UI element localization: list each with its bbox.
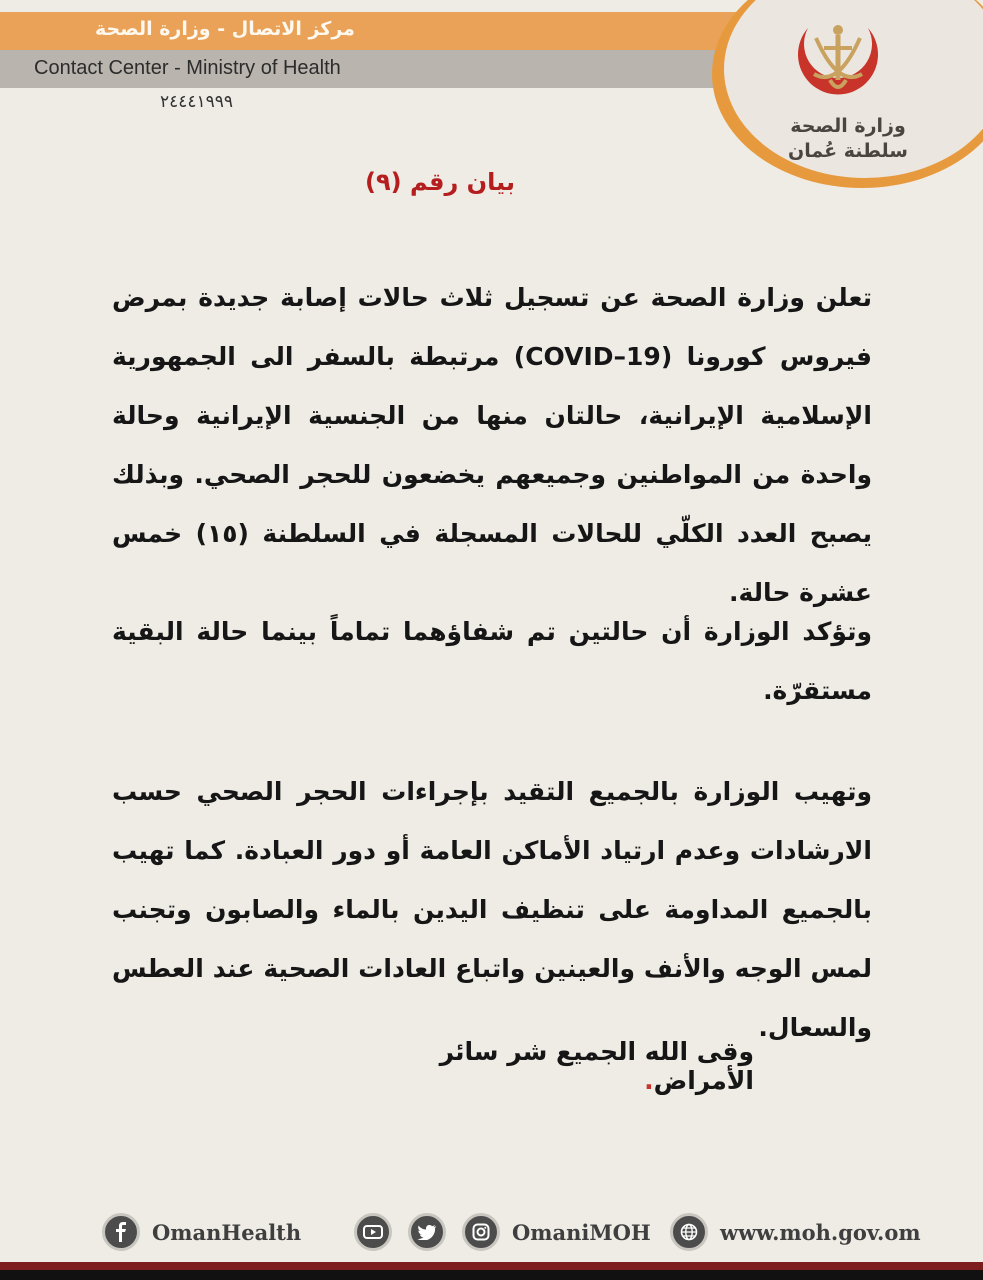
closing-prayer [330,1037,754,1095]
instagram-icon[interactable] [462,1213,500,1251]
header-english-title: Contact Center - Ministry of Health [34,57,341,79]
logo-country-name: سلطنة عُمان [788,140,908,162]
oman-emblem-icon [786,8,890,112]
paragraph-new-cases: تعلن وزارة الصحة عن تسجيل ثلاث حالات إصابة جديدة بمرض فيروس كورونا (COVID–19) مرتبطة بالسفر الى الجمهورية الإسلامية الإيرانية، حالتان منها من الجنسية الإيرانية وحالة واحدة من المواطنين وجميعهم يخضعون للحجر الصحي. وبذلك يصبح العدد الكلّي للحالات المسجلة في السلطنة (١٥) خمس عشرة حالة. [112,283,873,607]
closing-text: وقى الله الجميع شر سائر الأمراض [439,1037,754,1095]
logo-ministry-name: وزارة الصحة [790,115,906,137]
paragraph-recoveries: وتؤكد الوزارة أن حالتين تم شفاؤهما تماماً بينما حالة البقية مستقرّة. [112,617,872,705]
paragraph-guidance: وتهيب الوزارة بالجميع التقيد بإجراءات الحجر الصحي حسب الارشادات وعدم ارتياد الأماكن العامة أو دور العبادة. كما تهيب بالجميع المداومة على تنظيف اليدين بالماء والصابون وتجنب لمس الوجه والأنف والعينين واتباع العادات الصحية عند العطس والسعال. [112,777,872,1042]
website-url[interactable]: www.moh.gov.om [720,1220,921,1245]
youtube-icon[interactable] [354,1213,392,1251]
header-arabic-bar [0,12,760,50]
bottom-strip [0,1262,983,1270]
footer-social [0,1205,983,1261]
statement-title: بيان رقم (٩) [365,168,515,196]
header-english-bar [0,50,760,88]
header-arabic-title: مركز الاتصال - وزارة الصحة [95,18,355,40]
facebook-icon[interactable] [102,1213,140,1251]
globe-icon[interactable] [670,1213,708,1251]
closing-dot: . [644,1066,654,1095]
contact-phone: ٢٤٤٤١٩٩٩ [160,92,234,112]
facebook-handle[interactable]: OmanHealth [152,1220,302,1245]
twitter-icon[interactable] [408,1213,446,1251]
social-handle[interactable]: OmaniMOH [512,1220,651,1245]
